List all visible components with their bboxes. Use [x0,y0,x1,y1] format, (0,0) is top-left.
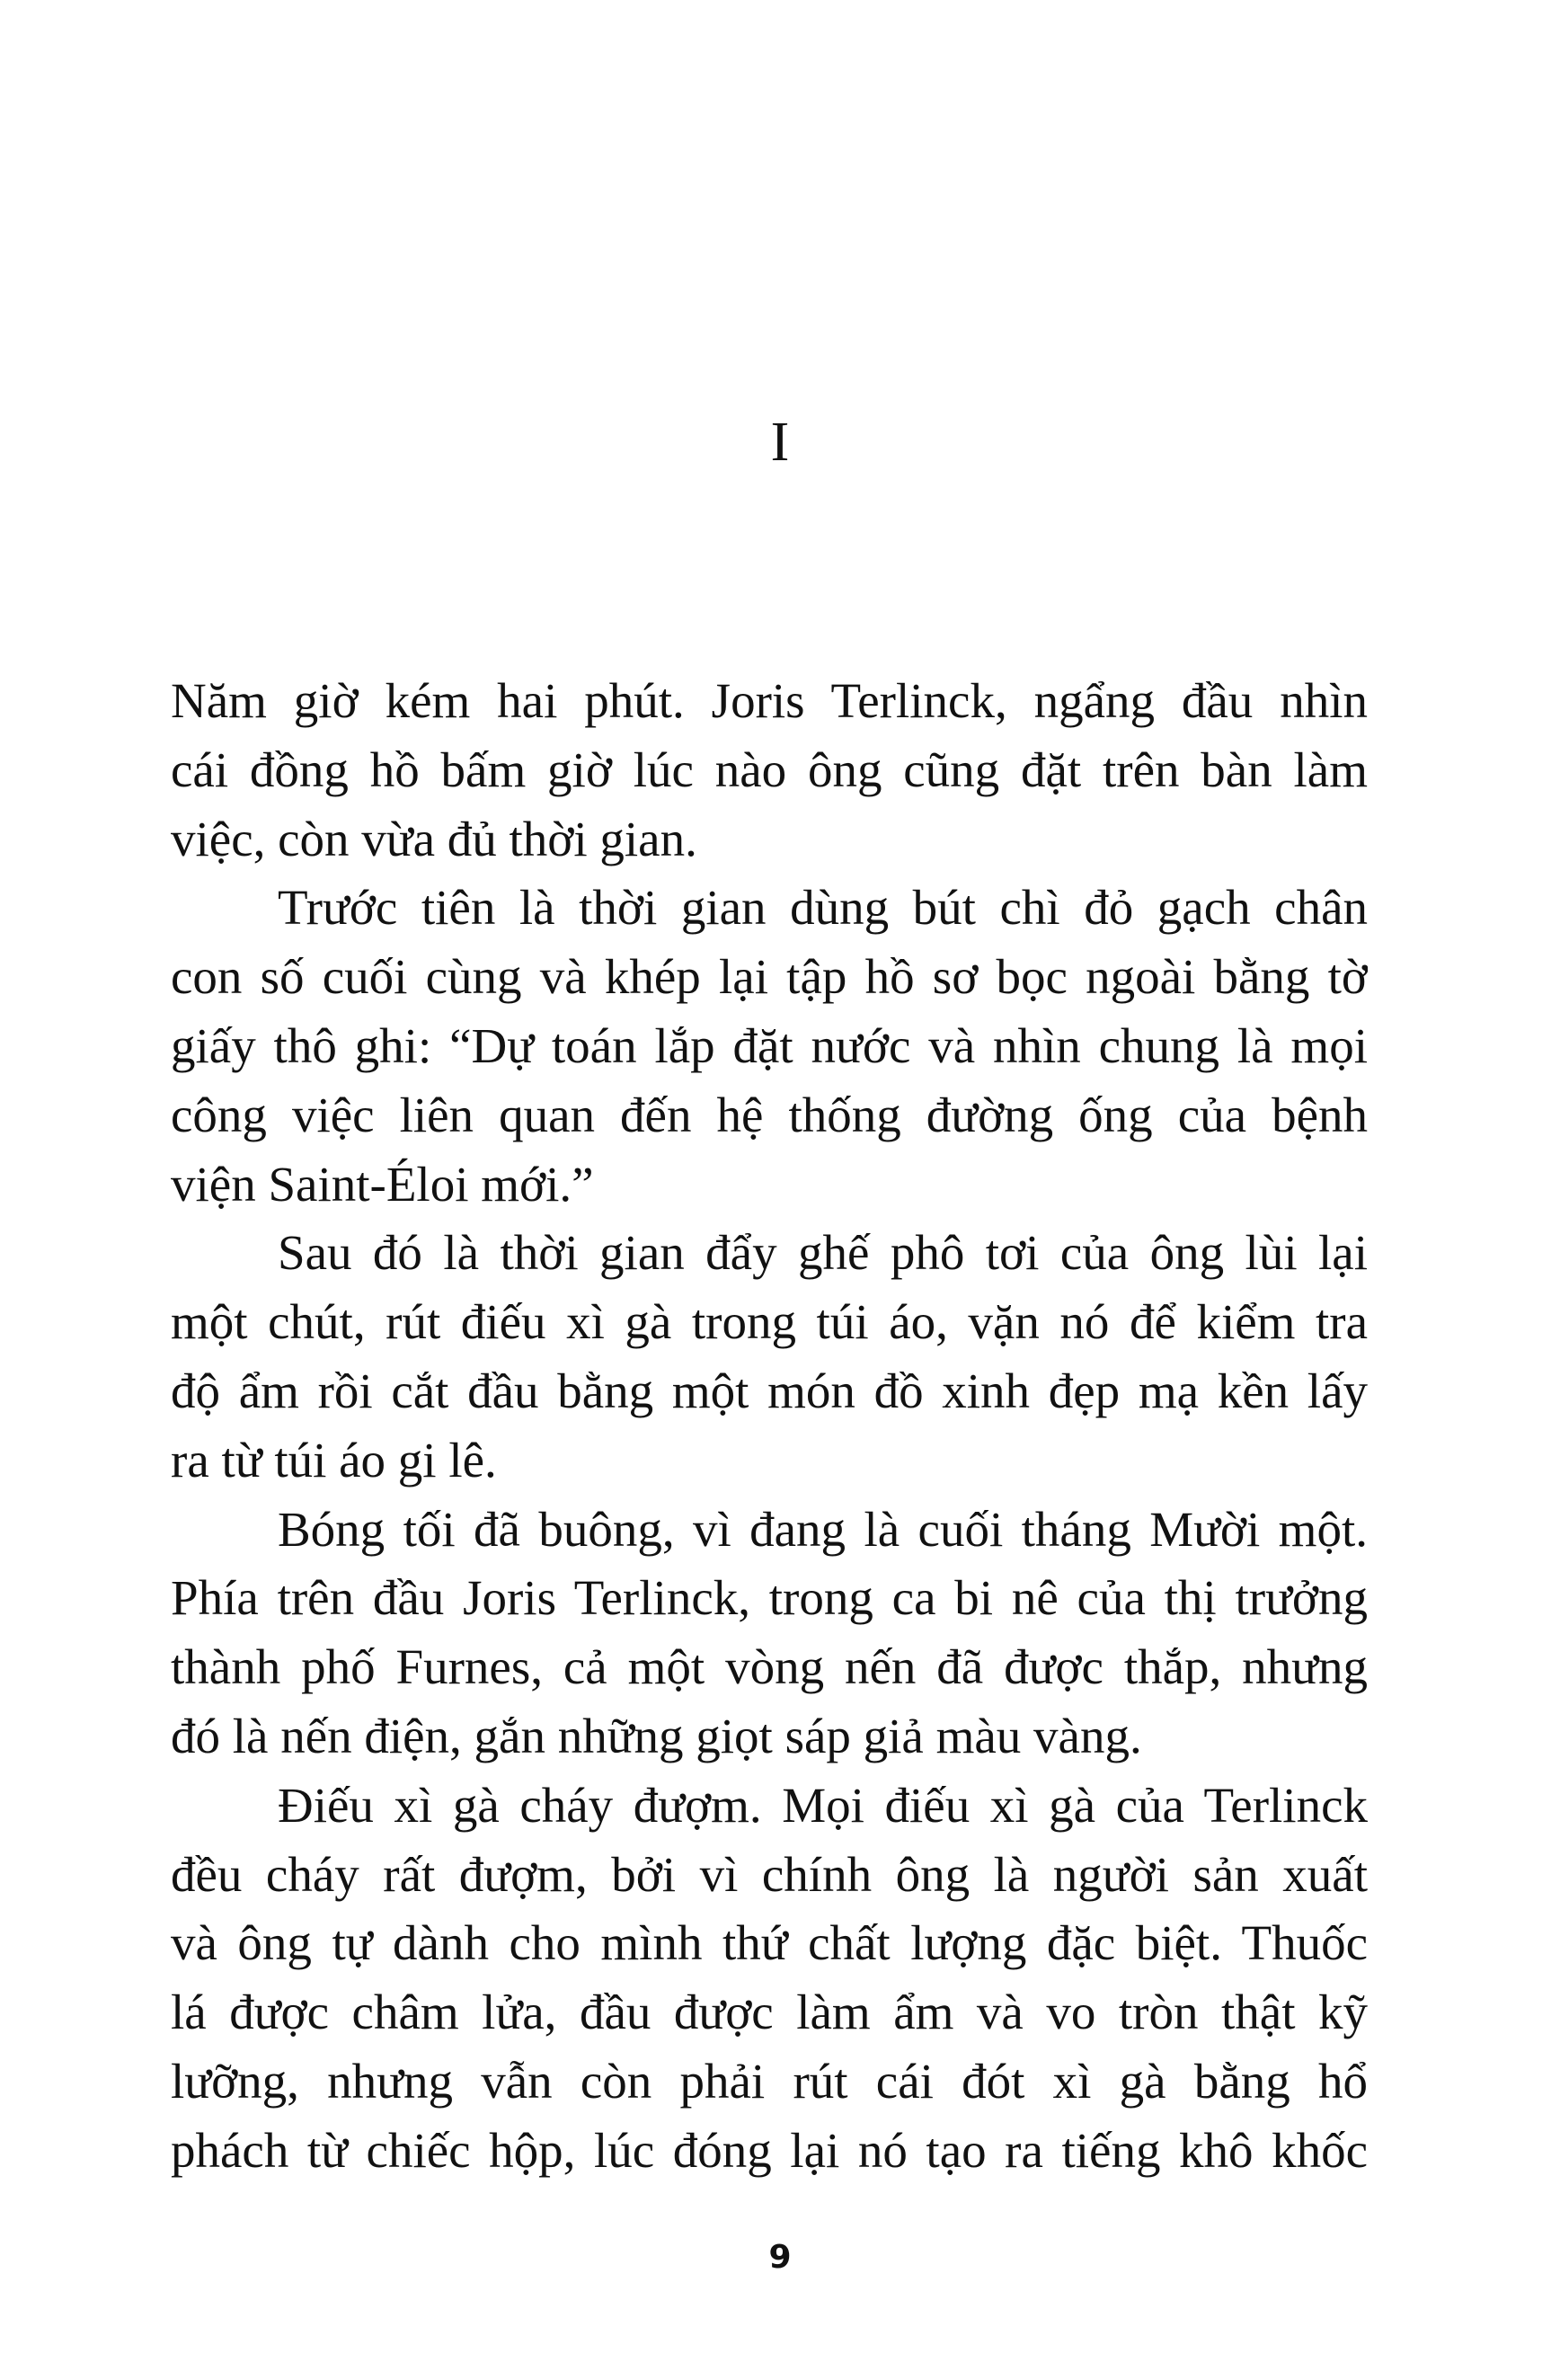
text-line: và ông tự dành cho mình thứ chất lượng đặc biệt. Thuốc [171,1915,1368,1971]
text-line: đều cháy rất đượm, bởi vì chính ông là người sản xuất [171,1846,1368,1902]
text-line: viện Saint-Éloi mới.” [171,1156,594,1212]
text-line: thành phố Furnes, cả một vòng nến đã được thắp, nhưng [171,1639,1368,1695]
text-line: cái đồng hồ bấm giờ lúc nào ông cũng đặt trên bàn làm [171,742,1368,797]
text-line: phách từ chiếc hộp, lúc đóng lại nó tạo ra tiếng khô khốc [171,2122,1368,2178]
text-line: Phía trên đầu Joris Terlinck, trong ca bi nê của thị trưởng [171,1570,1368,1626]
text-line: Năm giờ kém hai phút. Joris Terlinck, ngẩng đầu nhìn [171,673,1368,728]
text-line: công việc liên quan đến hệ thống đường ống của bệnh [171,1087,1368,1142]
paragraph [171,1496,1368,1772]
text-line: ra từ túi áo gi lê. [171,1432,497,1488]
text-line: Điếu xì gà cháy đượm. Mọi điếu xì gà của Terlinck [278,1777,1368,1833]
text-line: giấy thô ghi: “Dự toán lắp đặt nước và nhìn chung là mọi [171,1017,1368,1073]
text-line: một chút, rút điếu xì gà trong túi áo, vặn nó để kiểm tra [171,1294,1368,1350]
body-text [171,667,1368,2186]
text-line: Trước tiên là thời gian dùng bút chì đỏ gạch chân [278,880,1368,936]
paragraph [171,1219,1368,1495]
text-line: độ ẩm rồi cắt đầu bằng một món đồ xinh đẹp mạ kền lấy [171,1363,1368,1418]
text-line: lưỡng, nhưng vẫn còn phải rút cái đót xì gà bằng hổ [171,2053,1368,2109]
page-number: 9 [768,2239,792,2276]
text-line: đó là nến điện, gắn những giọt sáp giả màu vàng. [171,1708,1142,1763]
chapter-heading: I [770,412,790,473]
paragraph [171,1772,1368,2186]
paragraph [171,874,1368,1219]
text-line: lá được châm lửa, đầu được làm ẩm và vo tròn thật kỹ [171,1985,1368,2040]
text-line: con số cuối cùng và khép lại tập hồ sơ bọc ngoài bằng tờ [171,949,1368,1005]
paragraph [171,667,1368,874]
text-line: Bóng tối đã buông, vì đang là cuối tháng Mười một. [278,1501,1368,1557]
text-line: việc, còn vừa đủ thời gian. [171,811,697,866]
text-line: Sau đó là thời gian đẩy ghế phô tơi của ông lùi lại [278,1225,1368,1281]
